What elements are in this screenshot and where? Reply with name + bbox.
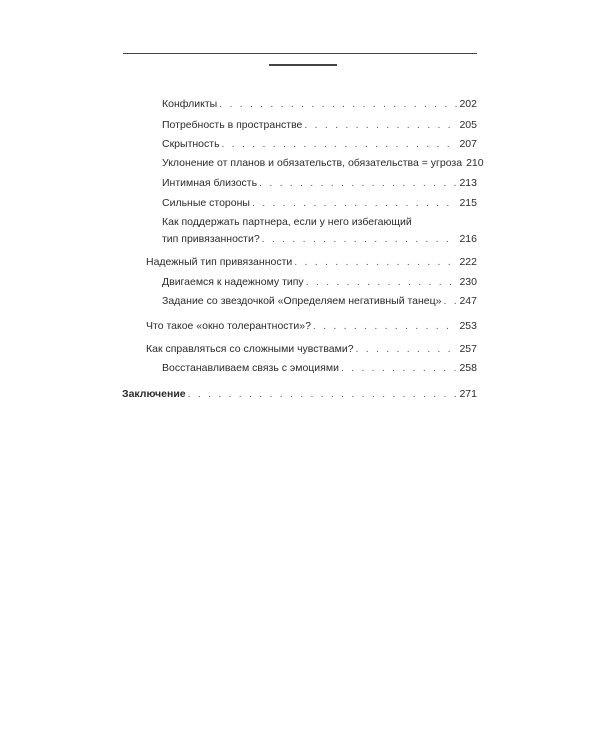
dot-leader bbox=[252, 197, 458, 210]
toc-entry-page: 216 bbox=[459, 233, 477, 245]
toc-entry-label: Надежный тип привязанности bbox=[146, 256, 293, 268]
toc-entry-page: 271 bbox=[459, 388, 477, 400]
dot-leader bbox=[259, 177, 457, 190]
toc-entry-label: Как справляться со сложными чувствами? bbox=[146, 343, 354, 355]
dot-leader bbox=[294, 256, 457, 269]
toc-entry-label: тип привязанности? bbox=[162, 233, 260, 245]
toc-entry-page: 207 bbox=[459, 138, 477, 150]
toc-entry-page: 213 bbox=[459, 177, 477, 189]
toc-entry-page: 202 bbox=[459, 98, 477, 110]
toc-entry-page: 247 bbox=[459, 295, 477, 307]
toc-entry-label: Конфликты bbox=[162, 98, 218, 110]
toc-entry-label: Уклонение от планов и обязательств, обязательства = угроза bbox=[162, 157, 463, 169]
toc-entry-chapter[interactable] bbox=[122, 388, 477, 401]
dot-leader bbox=[304, 119, 457, 132]
toc-entry-page: 253 bbox=[459, 320, 477, 332]
dot-leader bbox=[444, 295, 458, 308]
dot-leader bbox=[341, 362, 458, 375]
toc-entry-page: 215 bbox=[459, 197, 477, 209]
dot-leader bbox=[356, 343, 458, 356]
dot-leader bbox=[188, 388, 458, 401]
toc-entry-label: Восстанавливаем связь с эмоциями bbox=[162, 362, 339, 374]
toc-entry[interactable] bbox=[146, 343, 477, 356]
dot-leader bbox=[306, 276, 458, 289]
toc-entry-page: 257 bbox=[459, 343, 477, 355]
toc-entry[interactable] bbox=[162, 295, 477, 308]
toc-entry-page: 222 bbox=[459, 256, 477, 268]
dot-leader bbox=[313, 320, 458, 333]
toc-entry[interactable] bbox=[162, 197, 477, 210]
toc-entry[interactable] bbox=[162, 362, 477, 375]
toc-entry[interactable] bbox=[162, 177, 477, 190]
toc-entry-label: Что такое «окно толерантности»? bbox=[146, 320, 311, 332]
toc-entry[interactable] bbox=[146, 320, 477, 333]
toc-entry-label: Потребность в пространстве bbox=[162, 119, 303, 131]
toc-entry-label: Заключение bbox=[122, 388, 186, 400]
toc-entry-page: 230 bbox=[459, 276, 477, 288]
toc-entry-label-line1[interactable]: Как поддержать партнера, если у него избегающий bbox=[162, 216, 412, 228]
toc-entry[interactable] bbox=[162, 276, 477, 289]
toc-entry[interactable] bbox=[162, 98, 477, 111]
toc-entry-page: 258 bbox=[459, 362, 477, 374]
toc-entry[interactable] bbox=[162, 233, 477, 246]
toc-entry-page: 205 bbox=[459, 119, 477, 131]
toc-entry-label: Скрытность bbox=[162, 138, 220, 150]
toc-entry[interactable] bbox=[162, 119, 477, 132]
toc-entry-label: Сильные стороны bbox=[162, 197, 250, 209]
toc-entry[interactable] bbox=[146, 256, 477, 269]
toc-entry-label: Интимная близость bbox=[162, 177, 258, 189]
dot-leader bbox=[262, 233, 458, 246]
toc-entry-page: 210 bbox=[466, 157, 484, 169]
toc-entry[interactable] bbox=[162, 138, 477, 151]
toc-entry[interactable] bbox=[162, 157, 484, 170]
toc-entry-label: Задание со звездочкой «Определяем негативный танец» bbox=[162, 295, 442, 307]
dot-leader bbox=[222, 138, 458, 151]
dot-leader bbox=[219, 98, 457, 111]
toc-entry-label: Двигаемся к надежному типу bbox=[162, 276, 304, 288]
